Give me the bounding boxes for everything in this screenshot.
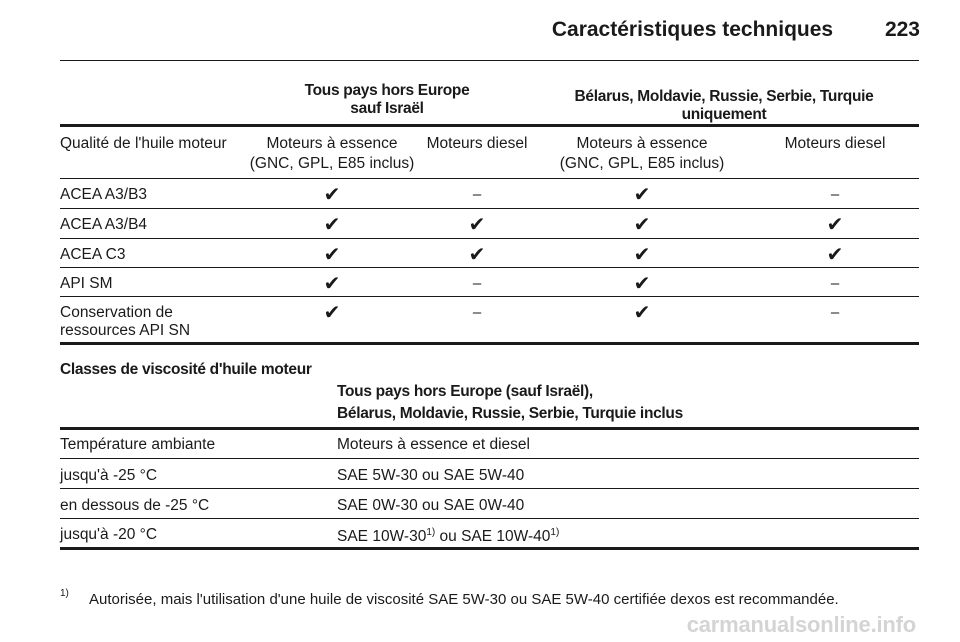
section-title-viscosity: Classes de viscosité d'huile moteur bbox=[60, 361, 312, 378]
dash-icon: – bbox=[472, 304, 482, 321]
footnote-text: Autorisée, mais l'utilisation d'une huile de viscosité SAE 5W-30 ou SAE 5W-40 certifiée dexos est recommandée. bbox=[89, 591, 839, 608]
dash-icon: – bbox=[830, 304, 840, 321]
row-divider bbox=[60, 518, 919, 519]
col-header-petrol-1-note: (GNC, GPL, E85 inclus) bbox=[249, 155, 415, 172]
footnote-marker: 1) bbox=[60, 588, 69, 599]
col-header-petrol-2-note: (GNC, GPL, E85 inclus) bbox=[559, 155, 725, 172]
row-divider bbox=[60, 238, 919, 239]
dash-icon: – bbox=[472, 186, 482, 203]
check-icon: ✔ bbox=[468, 244, 486, 266]
row-label-acea-c3: ACEA C3 bbox=[60, 246, 126, 263]
check-icon: ✔ bbox=[323, 273, 341, 295]
col-header-temperature: Température ambiante bbox=[60, 436, 216, 453]
page-title: Caractéristiques techniques bbox=[551, 18, 834, 41]
check-icon: ✔ bbox=[633, 244, 651, 266]
table-bottom-rule bbox=[60, 342, 919, 345]
footnote-ref: 1) bbox=[426, 526, 436, 538]
viscosity-top-rule bbox=[60, 427, 919, 430]
row-divider bbox=[60, 458, 919, 459]
row-divider bbox=[60, 296, 919, 297]
check-icon: ✔ bbox=[633, 184, 651, 206]
col-header-diesel-2: Moteurs diesel bbox=[784, 135, 886, 152]
check-icon: ✔ bbox=[323, 244, 341, 266]
check-icon: ✔ bbox=[323, 184, 341, 206]
row-divider bbox=[60, 208, 919, 209]
group-header-eastern-line1: Bélarus, Moldavie, Russie, Serbie, Turquie bbox=[574, 88, 874, 105]
dash-icon: – bbox=[472, 275, 482, 292]
col-header-quality: Qualité de l'huile moteur bbox=[60, 135, 227, 152]
col-header-diesel-1: Moteurs diesel bbox=[426, 135, 528, 152]
header-rule bbox=[60, 60, 919, 61]
col-header-engines: Moteurs à essence et diesel bbox=[337, 436, 530, 453]
viscosity-grade bbox=[337, 528, 559, 546]
watermark: carmanualsonline.info bbox=[686, 612, 916, 637]
viscosity-temp: jusqu'à -20 °C bbox=[60, 526, 158, 543]
row-label-api-sn bbox=[60, 304, 190, 340]
check-icon: ✔ bbox=[323, 214, 341, 236]
dash-icon: – bbox=[830, 275, 840, 292]
viscosity-group-header-line2: Bélarus, Moldavie, Russie, Serbie, Turquie inclus bbox=[337, 405, 683, 422]
col-header-petrol-2: Moteurs à essence bbox=[576, 135, 708, 152]
group-header-europe-line1: Tous pays hors Europe bbox=[304, 82, 470, 99]
check-icon: ✔ bbox=[633, 302, 651, 324]
row-label-api-sm: API SM bbox=[60, 275, 113, 292]
row-label-acea-a3b4: ACEA A3/B4 bbox=[60, 216, 148, 233]
col-header-petrol-1: Moteurs à essence bbox=[266, 135, 398, 152]
check-icon: ✔ bbox=[633, 273, 651, 295]
page-header bbox=[552, 18, 920, 42]
viscosity-grade-b: ou SAE 10W-40 bbox=[435, 528, 551, 545]
viscosity-temp: en dessous de -25 °C bbox=[60, 497, 210, 514]
row-divider bbox=[60, 488, 919, 489]
group-header-eastern bbox=[575, 88, 874, 124]
check-icon: ✔ bbox=[826, 244, 844, 266]
check-icon: ✔ bbox=[323, 302, 341, 324]
viscosity-group-header-line1: Tous pays hors Europe (sauf Israël), bbox=[337, 383, 593, 400]
group-header-eastern-line2: uniquement bbox=[681, 106, 767, 123]
check-icon: ✔ bbox=[633, 214, 651, 236]
viscosity-grade: SAE 0W-30 ou SAE 0W-40 bbox=[337, 497, 525, 514]
footnote-ref: 1) bbox=[550, 526, 560, 538]
group-header-europe bbox=[305, 82, 470, 118]
row-divider bbox=[60, 267, 919, 268]
page-number: 223 bbox=[884, 18, 920, 41]
row-label-acea-a3b3: ACEA A3/B3 bbox=[60, 186, 148, 203]
row-label-api-sn-line2: ressources API SN bbox=[60, 322, 191, 339]
dash-icon: – bbox=[830, 186, 840, 203]
check-icon: ✔ bbox=[826, 214, 844, 236]
row-divider bbox=[60, 178, 919, 179]
group-header-europe-line2: sauf Israël bbox=[350, 100, 424, 117]
viscosity-grade: SAE 5W-30 ou SAE 5W-40 bbox=[337, 467, 525, 484]
viscosity-grade-a: SAE 10W-30 bbox=[337, 528, 427, 545]
check-icon: ✔ bbox=[468, 214, 486, 236]
row-label-api-sn-line1: Conservation de bbox=[60, 304, 173, 321]
table-top-rule bbox=[60, 124, 919, 127]
viscosity-bottom-rule bbox=[60, 547, 919, 550]
viscosity-temp: jusqu'à -25 °C bbox=[60, 467, 158, 484]
